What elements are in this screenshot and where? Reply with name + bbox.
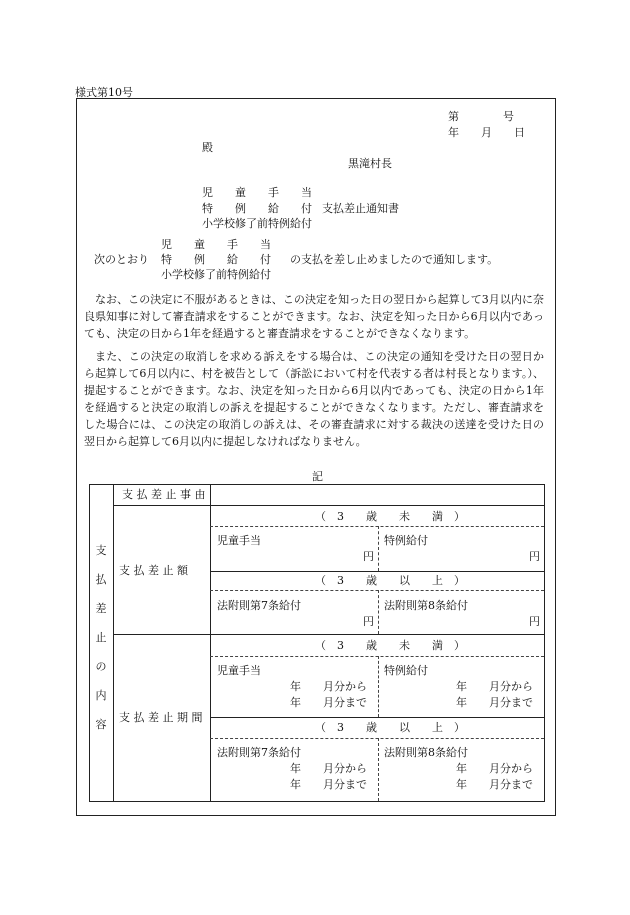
paragraph-appeal: なお、この決定に不服があるときは、この決定を知った日の翌日から起算して3月以内に奈良県知事に対して審査請求をすることができます。なお、決定を知った日から6月以内であっても、決定の日から1年を経過すると審査請求をすることができなくなります。 <box>84 293 544 340</box>
amount-special-benefit-label: 特例給付 <box>384 534 428 547</box>
title-line-1: 児 童 手 当 <box>202 186 312 199</box>
period-child-allowance-to: 年 月分まで <box>290 696 367 709</box>
period-special-benefit-to: 年 月分まで <box>456 696 533 709</box>
period-over3-header: （ 3 歳 以 上 ） <box>315 721 465 734</box>
period-art8-from: 年 月分から <box>456 762 533 775</box>
period-under3-header: （ 3 歳 未 満 ） <box>315 639 465 652</box>
intro-line-2-items: 特 例 給 付 <box>161 253 271 266</box>
title-line-3: 小学校修了前特例給付 <box>202 217 312 230</box>
form-number: 様式第10号 <box>75 86 133 99</box>
amount-label: 支 払 差 止 額 <box>119 564 188 577</box>
period-art7-to: 年 月分まで <box>290 778 367 791</box>
intro-line-3: 小学校修了前特例給付 <box>161 268 271 281</box>
amount-art7-yen: 円 <box>363 615 374 628</box>
title-line-2-items: 特 例 給 付 <box>202 202 312 215</box>
ki-label: 記 <box>312 470 323 483</box>
addressee-suffix: 殿 <box>202 141 213 154</box>
amount-child-allowance-yen: 円 <box>363 550 374 563</box>
document-number-line: 第 号 <box>448 110 514 123</box>
amount-art8-label: 法附則第8条給付 <box>384 599 468 612</box>
period-label: 支 払 差 止 期 間 <box>119 711 203 724</box>
period-special-benefit-from: 年 月分から <box>456 680 533 693</box>
intro-line-1: 児 童 手 当 <box>161 238 271 251</box>
period-child-allowance-from: 年 月分から <box>290 680 367 693</box>
payment-stop-content-label: 支 払 差 止 の 内 容 <box>95 544 107 731</box>
amount-art8-yen: 円 <box>529 615 540 628</box>
period-art8-to: 年 月分まで <box>456 778 533 791</box>
document-date-line: 年 月 日 <box>448 126 525 139</box>
period-art8-label: 法附則第8条給付 <box>384 746 468 759</box>
amount-over3-header: （ 3 歳 以 上 ） <box>315 574 465 587</box>
period-special-benefit-label: 特例給付 <box>384 664 428 677</box>
amount-special-benefit-yen: 円 <box>529 550 540 563</box>
paragraph-lawsuit: また、この決定の取消しを求める訴えをする場合は、この決定の通知を受けた日の翌日から起算して6月以内に、村を被告として（訴訟において村を代表する者は村長となります。）、提起することができます。なお、決定を知った日から6月以内であっても、決定の日から1年を経過すると決定の取消しの訴えを提起することができなくなります。ただし、審査請求をした場合には、この決定の取消しの訴えは、その審査請求に対する裁決の送達を受けた日の翌日から起算して6月以内に提起しなければなりません。 <box>84 350 544 448</box>
intro-line-2-rest: の支払を差し止めましたので通知します。 <box>290 253 499 266</box>
period-child-allowance-label: 児童手当 <box>217 664 261 677</box>
amount-under3-header: （ 3 歳 未 満 ） <box>315 510 465 523</box>
intro-prefix: 次のとおり <box>94 253 149 266</box>
period-art7-from: 年 月分から <box>290 762 367 775</box>
amount-child-allowance-label: 児童手当 <box>217 534 261 547</box>
notice-title: 支払差止通知書 <box>322 202 399 215</box>
reason-label: 支 払 差 止 事 由 <box>122 488 206 501</box>
issuer-name: 黒滝村長 <box>348 157 392 170</box>
payment-stop-table <box>89 484 545 802</box>
period-art7-label: 法附則第7条給付 <box>217 746 301 759</box>
amount-art7-label: 法附則第7条給付 <box>217 599 301 612</box>
